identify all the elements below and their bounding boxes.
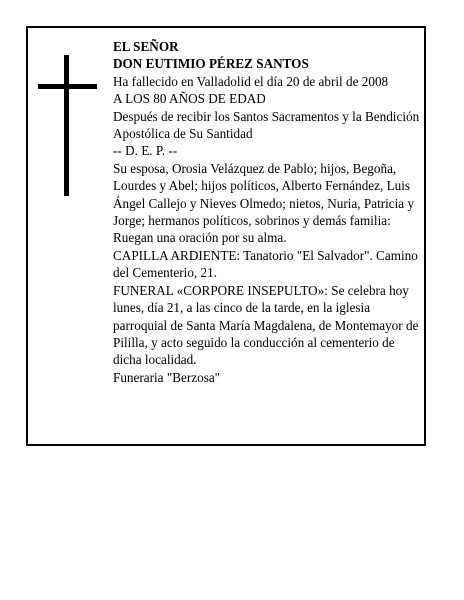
cross-icon-horizontal-bar xyxy=(38,84,97,89)
rip-line: -- D. E. P. -- xyxy=(113,143,178,159)
deceased-name: DON EUTIMIO PÉREZ SANTOS xyxy=(113,56,309,72)
chapel-paragraph: CAPILLA ARDIENTE: Tanatorio "El Salvador". Camino del Cementerio, 21. xyxy=(113,247,418,281)
family-paragraph: Su esposa, Orosia Velázquez de Pablo; hijos, Begoña, Lourdes y Abel; hijos políticos, Alberto Fernández, Luis Ángel Callejo y Nieves Olmedo; nietos, Nuria, Patricia y Jorge; hermanos políticos, sobrinos y demás familia: xyxy=(113,160,415,229)
sacraments-line: Después de recibir los Santos Sacramentos y la Bendición Apostólica de Su Santidad xyxy=(113,108,420,142)
prayer-line: Ruegan una oración por su alma. xyxy=(113,230,287,246)
death-notice: Ha fallecido en Valladolid el día 20 de abril de 2008 xyxy=(113,73,389,89)
title-line-1: EL SEÑOR xyxy=(113,39,179,54)
funeral-home-line: Funeraria "Berzosa" xyxy=(113,369,221,385)
funeral-paragraph: FUNERAL «CORPORE INSEPULTO»: Se celebra hoy lunes, día 21, a las cinco de la tarde, en la iglesia parroquial de Santa María Magdalena, de Montemayor de Pililla, y acto seguido la conducción al cementerio de dicha localidad. xyxy=(113,282,419,368)
obituary-text xyxy=(113,38,425,386)
cross-icon-vertical-bar xyxy=(64,55,69,196)
age-line: A LOS 80 AÑOS DE EDAD xyxy=(113,91,266,107)
